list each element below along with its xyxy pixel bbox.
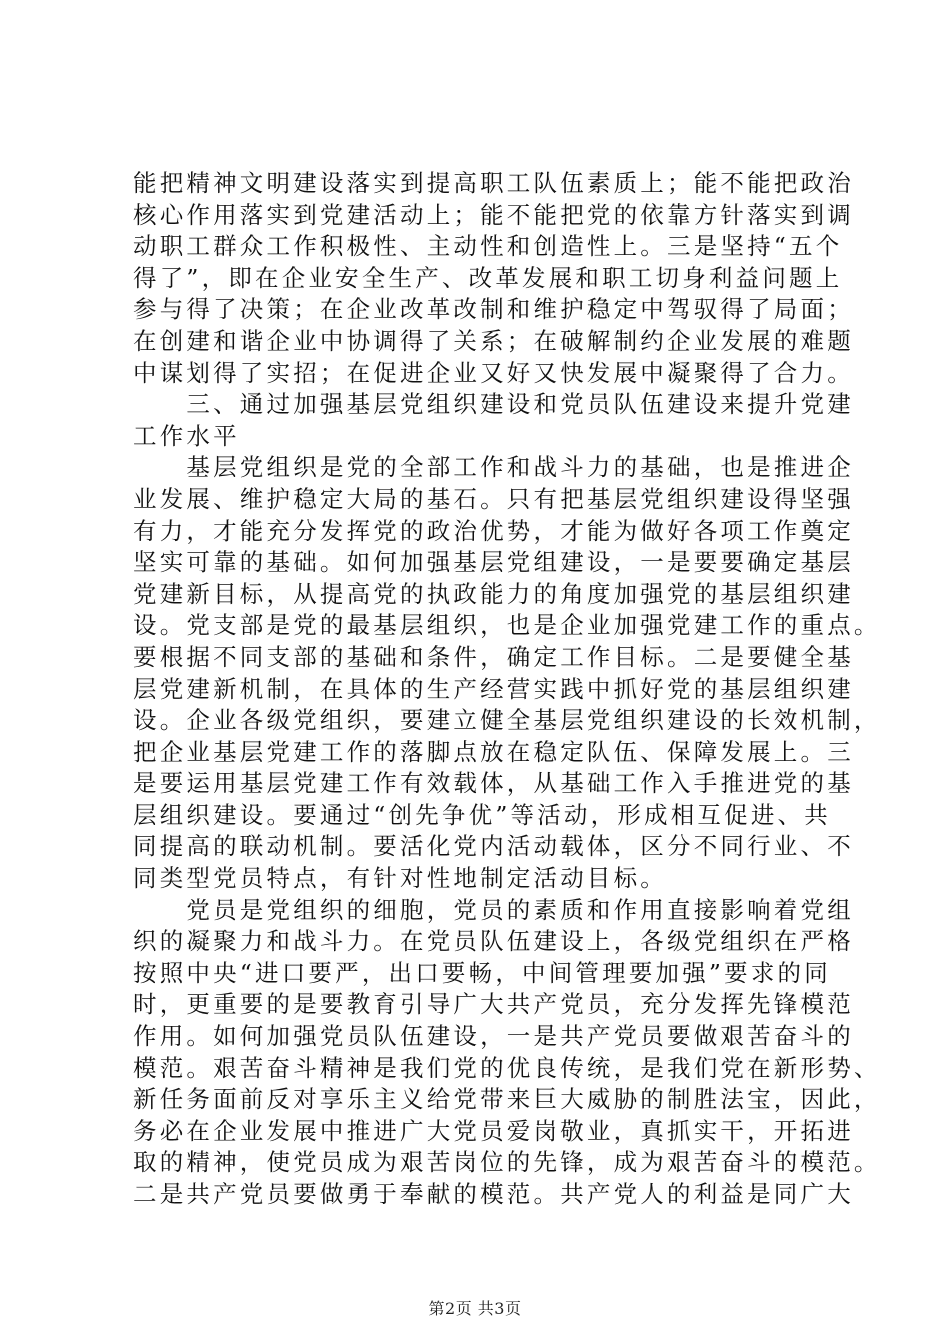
text-line: 三、通过加强基层党组织建设和党员队伍建设来提升党建 [133,390,854,419]
text-line: 取的精神，使党员成为艰苦岗位的先锋，成为艰苦奋斗的模范。 [133,1148,881,1177]
text-line: 得了”，即在企业安全生产、改革发展和职工切身利益问题上 [133,263,843,292]
text-line: 在创建和谐企业中协调得了关系；在破解制约企业发展的难题 [133,326,854,355]
text-line: 务必在企业发展中推进广大党员爱岗敬业，真抓实干，开拓进 [133,1116,854,1145]
text-line: 基层党组织是党的全部工作和战斗力的基础，也是推进企 [133,453,854,482]
text-line: 织的凝聚力和战斗力。在党员队伍建设上，各级党组织在严格 [133,927,854,956]
text-line: 层组织建设。要通过“创先争优”等活动，形成相互促进、共 [133,800,831,829]
text-line: 党建新目标，从提高党的执政能力的角度加强党的基层组织建 [133,579,854,608]
text-line: 模范。艰苦奋斗精神是我们党的优良传统，是我们党在新形势、 [133,1053,881,1082]
text-line: 核心作用落实到党建活动上；能不能把党的依靠方针落实到调 [133,200,854,229]
body-text [133,168,881,1211]
text-line: 坚实可靠的基础。如何加强基层党组建设，一是要要确定基层 [133,548,854,577]
text-line: 动职工群众工作积极性、主动性和创造性上。三是坚持“五个 [133,232,843,261]
text-line: 同类型党员特点，有针对性地制定活动目标。 [133,864,667,893]
text-line: 同提高的联动机制。要活化党内活动载体，区分不同行业、不 [133,832,854,861]
text-line: 按照中央“进口要严，出口要畅，中间管理要加强”要求的同 [133,958,831,987]
text-line: 设。党支部是党的最基层组织，也是企业加强党建工作的重点。 [133,611,881,640]
text-line: 时，更重要的是要教育引导广大共产党员，充分发挥先锋模范 [133,990,854,1019]
text-line: 作用。如何加强党员队伍建设，一是共产党员要做艰苦奋斗的 [133,1022,854,1051]
page-footer: 第2页 共3页 [428,1299,522,1318]
text-line: 业发展、维护稳定大局的基石。只有把基层党组织建设得坚强 [133,484,854,513]
text-line: 党员是党组织的细胞，党员的素质和作用直接影响着党组 [133,895,854,924]
text-line: 参与得了决策；在企业改革改制和维护稳定中驾驭得了局面； [133,295,854,324]
text-line: 层党建新机制，在具体的生产经营实践中抓好党的基层组织建 [133,674,854,703]
text-line: 工作水平 [133,421,240,450]
text-line: 是要运用基层党建工作有效载体，从基础工作入手推进党的基 [133,769,854,798]
text-line: 把企业基层党建工作的落脚点放在稳定队伍、保障发展上。三 [133,737,854,766]
text-line: 设。企业各级党组织，要建立健全基层党组织建设的长效机制， [133,706,881,735]
text-line: 能把精神文明建设落实到提高职工队伍素质上；能不能把政治 [133,169,854,197]
text-line: 中谋划得了实招；在促进企业又好又快发展中凝聚得了合力。 [133,358,854,387]
text-line: 二是共产党员要做勇于奉献的模范。共产党人的利益是同广大 [133,1180,854,1208]
text-line: 有力，才能充分发挥党的政治优势，才能为做好各项工作奠定 [133,516,854,545]
text-line: 新任务面前反对享乐主义给党带来巨大威胁的制胜法宝，因此， [133,1085,881,1114]
text-line: 要根据不同支部的基础和条件，确定工作目标。二是要健全基 [133,642,854,671]
